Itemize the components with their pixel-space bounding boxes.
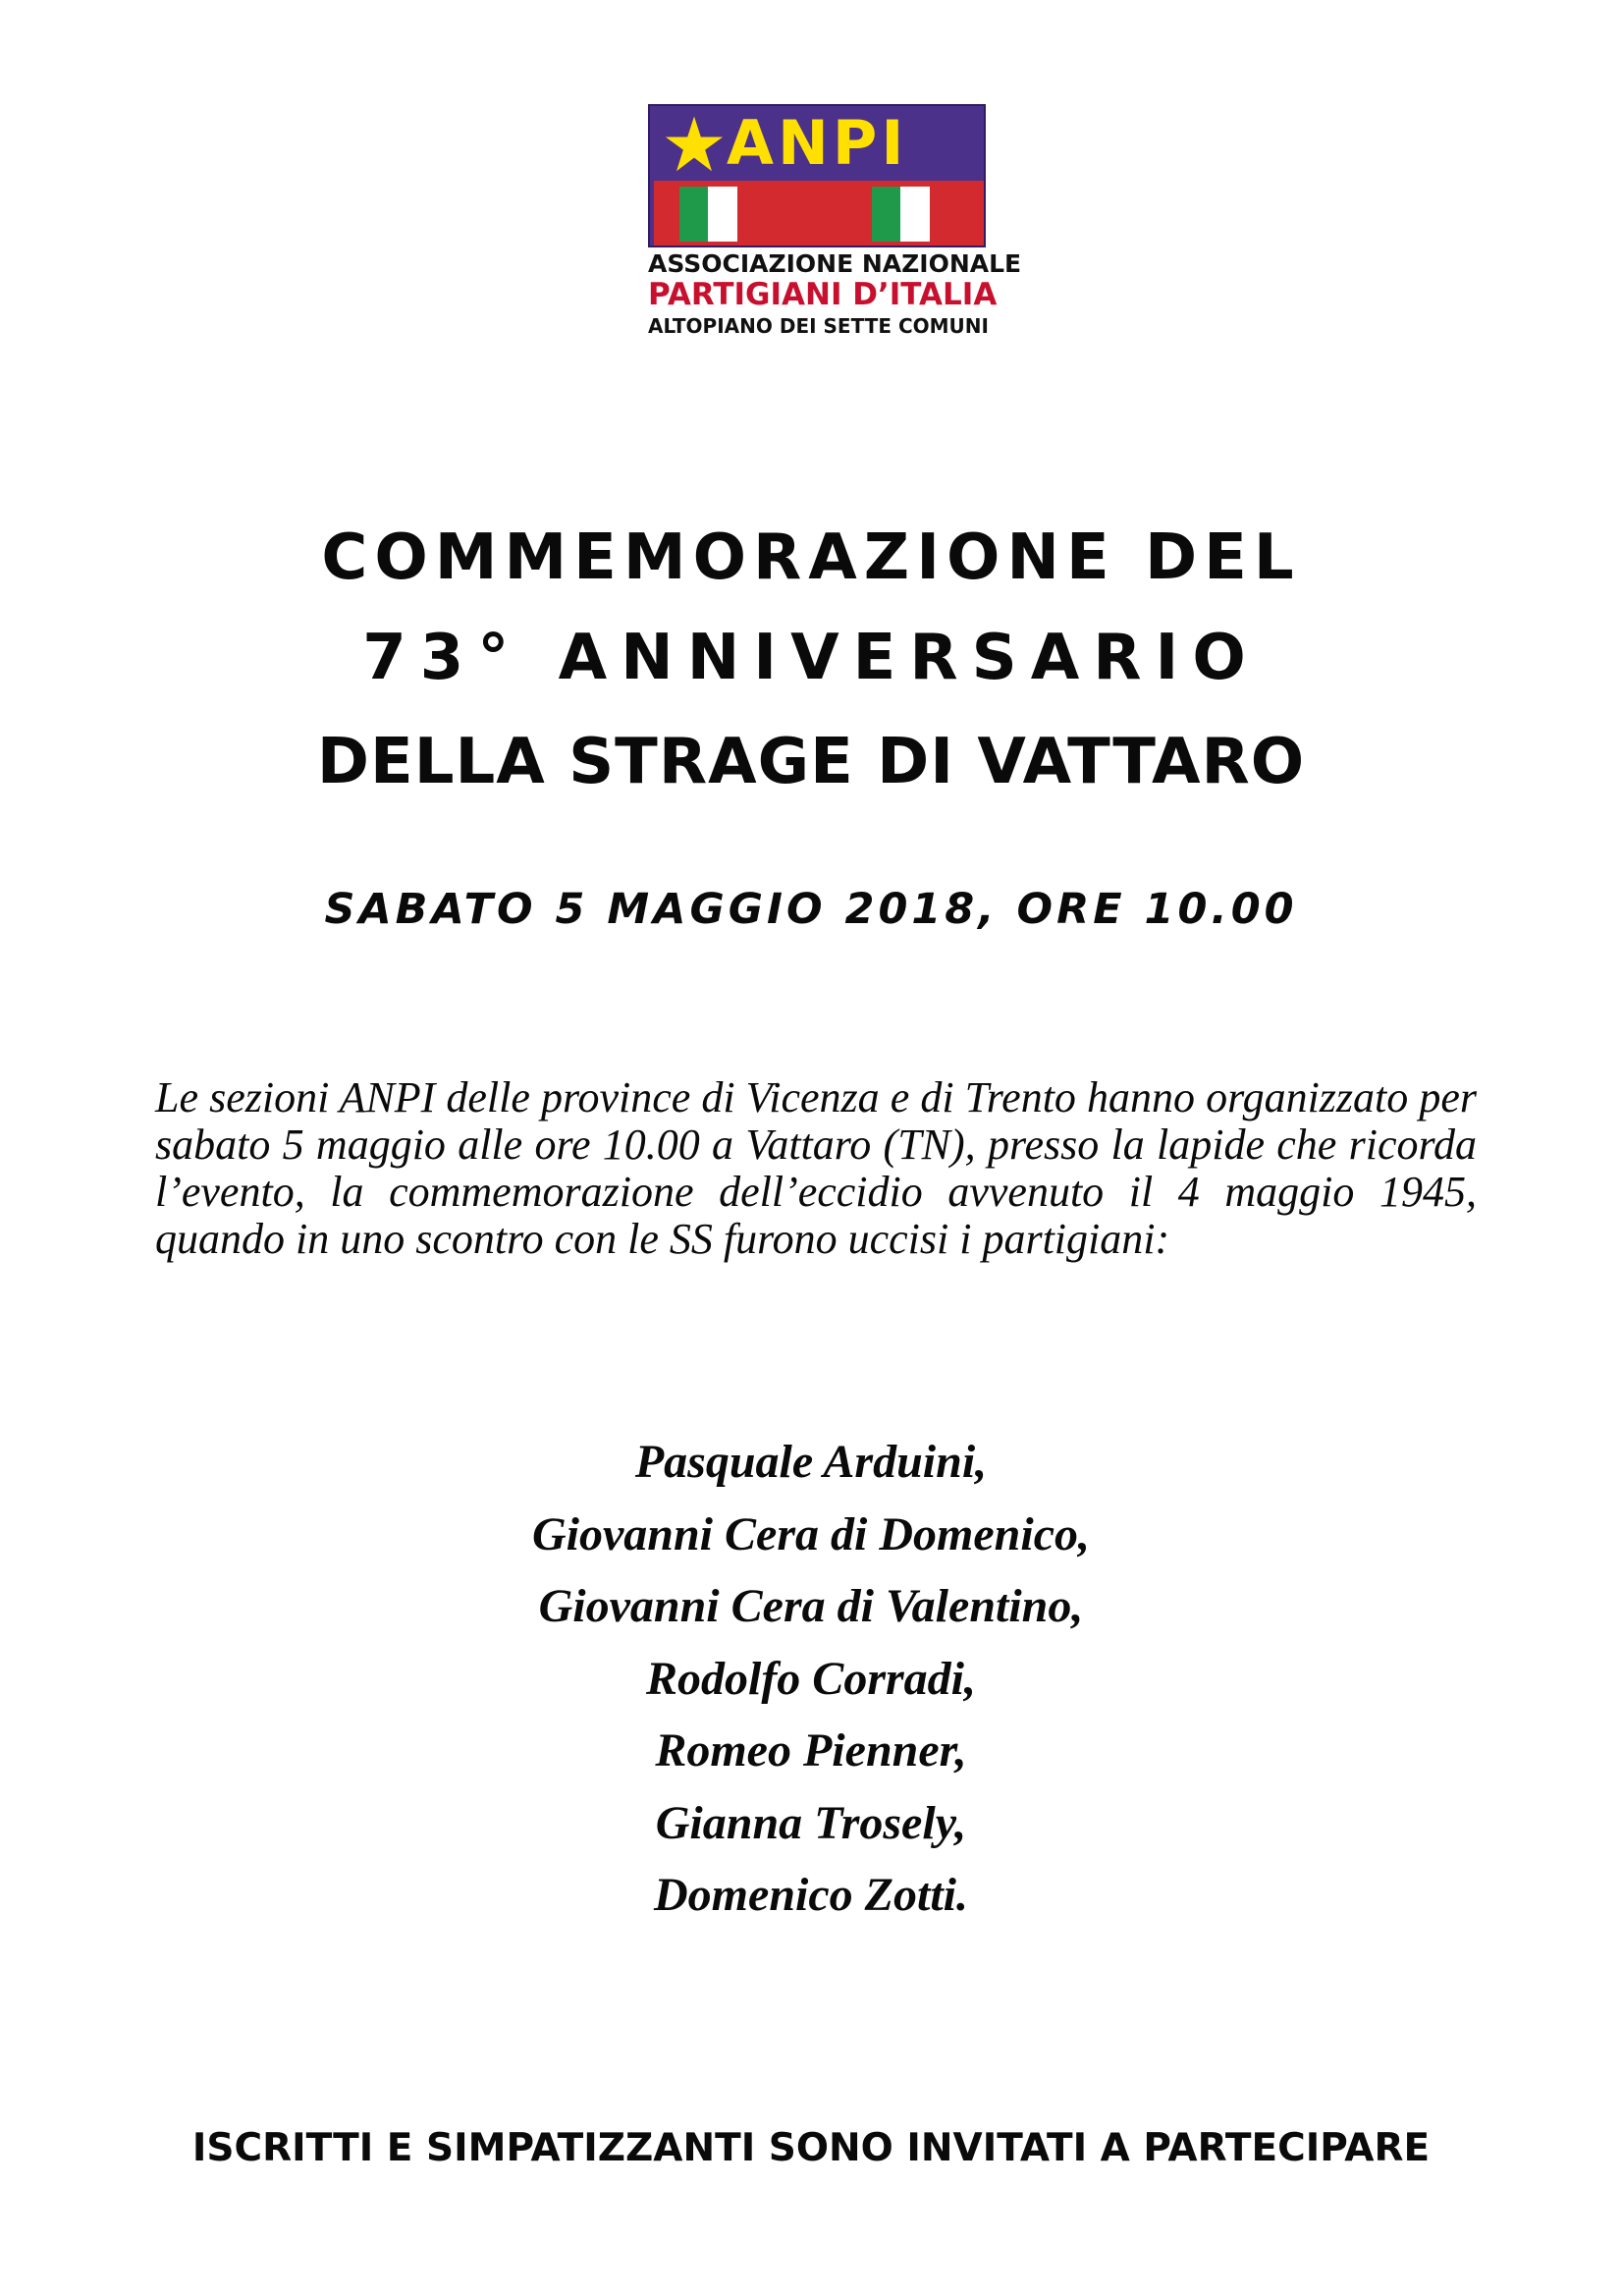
event-date: SABATO 5 MAGGIO 2018, ORE 10.00 <box>324 885 1298 934</box>
title-line-1: COMMEMORAZIONE DEL <box>321 521 1301 594</box>
list-item: Gianna Trosely, <box>655 1796 967 1849</box>
list-item: Pasquale Arduini, <box>634 1436 988 1488</box>
list-item: Giovanni Cera di Valentino, <box>538 1580 1084 1632</box>
star-icon <box>664 114 725 175</box>
title-line-3: DELLA STRAGE DI VATTARO <box>316 726 1306 798</box>
list-item: Rodolfo Corradi, <box>645 1652 977 1705</box>
logo-band <box>648 104 986 247</box>
title-line-2: 73° ANNIVERSARIO <box>362 622 1260 694</box>
italian-flag-icon <box>872 187 958 242</box>
body-paragraph: Le sezioni ANPI delle province di Vicenza e di Trento hanno organizzato per sabato 5 maggio alle ore 10.00 a Vattaro (TN), presso la lapide che ricorda l’evento, la commemorazione dell’eccidio avvenuto il 4 maggio 1945, quando in uno scontro con le SS furono uccisi i partigiani: <box>155 1073 1477 1263</box>
invitation-footer: ISCRITTI E SIMPATIZZANTI SONO INVITATI A PARTECIPARE <box>191 2126 1431 2170</box>
logo-line-partisans: PARTIGIANI D’ITALIA <box>648 277 998 312</box>
logo-wordmark: ANPI <box>727 107 908 179</box>
logo-line-plateau: ALTOPIANO DEI SETTE COMUNI <box>648 314 989 338</box>
logo-flag-row <box>654 181 984 246</box>
list-item: Romeo Pienner, <box>655 1724 967 1777</box>
logo-line-association: ASSOCIAZIONE NAZIONALE <box>648 249 1022 278</box>
anpi-logo <box>648 104 1022 340</box>
italian-flag-icon <box>679 187 766 242</box>
list-item: Domenico Zotti. <box>654 1869 968 1921</box>
partisan-names-list <box>0 1426 1622 1932</box>
list-item: Giovanni Cera di Domenico, <box>531 1507 1090 1560</box>
